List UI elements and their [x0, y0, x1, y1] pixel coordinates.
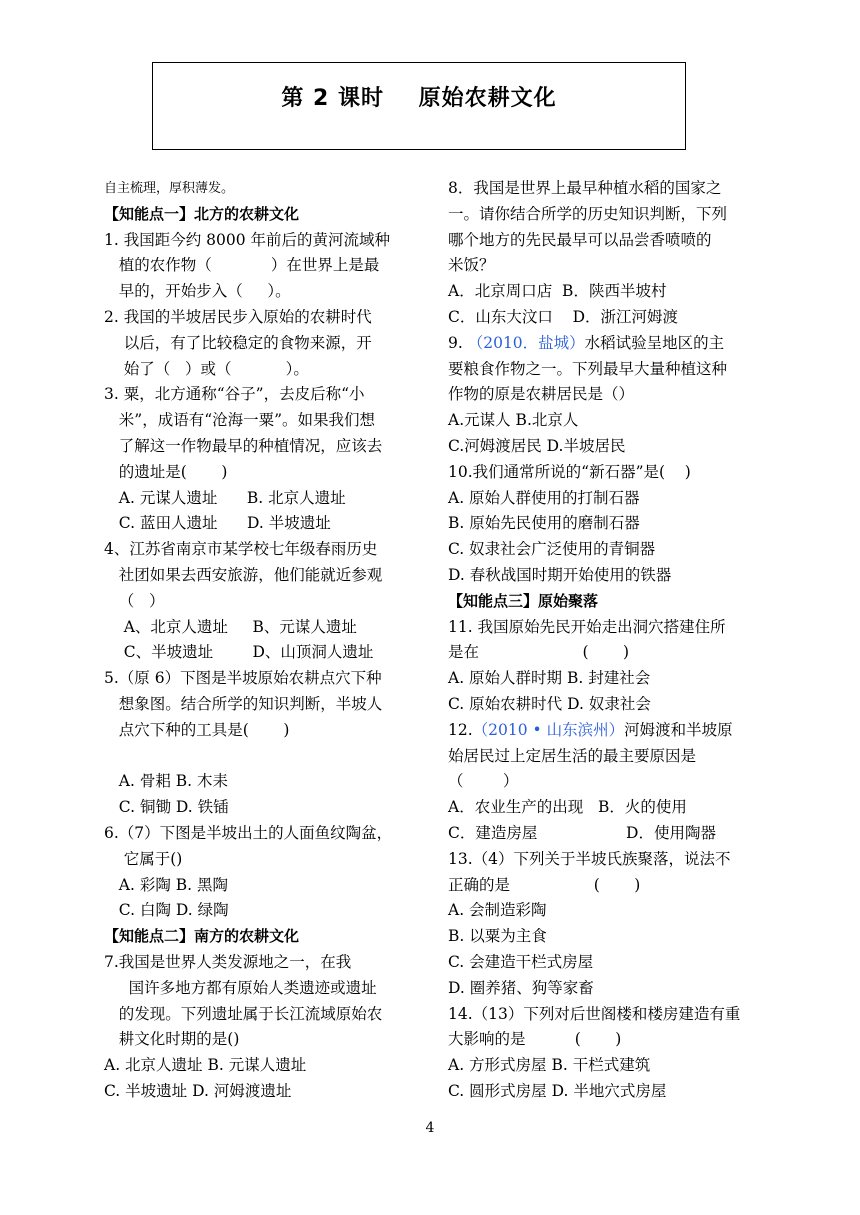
question-8: 8．我国是世界上最早种植水稻的国家之 一。请你结合所学的历史知识判断，下列 哪个地方的先民最早可以品尝香喷喷的 米饭？ A．北京周口店 B．陕西半坡村 C．山东大汶口 D．浙江河姆渡: [448, 176, 764, 331]
question-2: 2. 我国的半坡居民步入原始的农耕时代 以后，有了比较稳定的食物来源，开 始了（ ）或（ ）。: [104, 307, 372, 378]
option-line: D. 圈养猪、狗等家畜: [448, 978, 594, 997]
section-heading-1: 【知能点一】北方的农耕文化: [104, 204, 300, 223]
option-line: A. 北京人遗址 B. 元谋人遗址: [104, 1056, 307, 1075]
option-line: A. 元谋人遗址 B. 北京人遗址: [104, 488, 346, 507]
option-line: A. 方形式房屋 B. 干栏式建筑: [448, 1056, 651, 1075]
option-line: C．建造房屋 D．使用陶器: [448, 823, 716, 842]
source-label: （2010．盐城）: [467, 333, 585, 352]
option-line: A．农业生产的出现 B．火的使用: [448, 798, 687, 817]
question-7: 7.我国是世界人类发源地之一，在我 国许多地方都有原始人类遗迹或遗址 的发现。下列遗址属于长江流域原始农 耕文化时期的是() A. 北京人遗址 B. 元谋人遗址 C. 半坡遗址 D. 河姆渡遗址: [104, 950, 424, 1105]
right-column: [448, 176, 764, 1105]
option-line: C.河姆渡居民 D.半坡居民: [448, 436, 626, 455]
question-14: 14.（13）下列对后世阁楼和楼房建造有重 大影响的是 ( ) A. 方形式房屋 B. 干栏式建筑 C. 圆形式房屋 D. 半地穴式房屋: [448, 1002, 764, 1105]
option-line: C. 白陶 D. 绿陶: [104, 901, 229, 920]
option-line: C. 圆形式房屋 D. 半地穴式房屋: [448, 1081, 667, 1100]
option-line: C. 半坡遗址 D. 河姆渡遗址: [104, 1081, 292, 1100]
source-label: （2010 • 山东滨州）: [472, 720, 625, 739]
option-line: A. 会制造彩陶: [448, 901, 547, 920]
title-box: [152, 62, 686, 150]
option-line: D. 春秋战国时期开始使用的铁器: [448, 565, 672, 584]
option-line: C. 蓝田人遗址 D. 半坡遗址: [104, 514, 331, 533]
option-line: C. 奴隶社会广泛使用的青铜器: [448, 540, 656, 559]
option-line: A. 原始人群时期 B. 封建社会: [448, 669, 651, 688]
option-line: C. 原始农耕时代 D. 奴隶社会: [448, 694, 651, 713]
option-line: A. 原始人群使用的打制石器: [448, 488, 640, 507]
option-line: C．山东大汶口 D．浙江河姆渡: [448, 307, 678, 326]
question-9: 9. （2010．盐城）水稻试验呈地区的主 要粮食作物之一。下列最早大量种植这种 作物的原是农耕居民是（） A.元谋人 B.北京人 C.河姆渡居民 D.半坡居民: [448, 331, 764, 460]
option-line: C. 会建造干栏式房屋: [448, 952, 594, 971]
question-13: 13.（4）下列关于半坡氏族聚落，说法不 正确的是 ( ) A. 会制造彩陶 B. 以粟为主食 C. 会建造干栏式房屋 D. 圈养猪、狗等家畜: [448, 847, 764, 1002]
section-heading-3: 【知能点三】原始聚落: [448, 591, 599, 610]
intro-text: 自主梳理，厚积薄发。: [104, 181, 235, 196]
question-4: 4、江苏省南京市某学校七年级春雨历史 社团如果去西安旅游，他们能就近参观 （ ） A、北京人遗址 B、元谋人遗址 C、半坡遗址 D、山顶洞人遗址: [104, 537, 424, 666]
option-line: A.元谋人 B.北京人: [448, 411, 579, 430]
option-line: A．北京周口店 B．陕西半坡村: [448, 282, 667, 301]
image-gap: [104, 744, 424, 770]
section-heading-2: 【知能点二】南方的农耕文化: [104, 927, 300, 946]
question-6: 6.（7）下图是半坡出土的人面鱼纹陶盆， 它属于() A. 彩陶 B. 黑陶 C. 白陶 D. 绿陶: [104, 821, 424, 924]
option-line: A、北京人遗址 B、元谋人遗址: [104, 617, 357, 636]
question-10: 10.我们通常所说的“新石器”是( ) A. 原始人群使用的打制石器 B. 原始先民使用的磨制石器 C. 奴隶社会广泛使用的青铜器 D. 春秋战国时期开始使用的铁器: [448, 460, 764, 589]
question-12: 12.（2010 • 山东滨州）河姆渡和半坡原 始居民过上定居生活的最主要原因是 （ ） A．农业生产的出现 B．火的使用 C．建造房屋 D．使用陶器: [448, 718, 764, 847]
question-5: 5.（原 6）下图是半坡原始农耕点穴下种 想象图。结合所学的知识判断，半坡人 点穴下种的工具是( ) A. 骨耜 B. 木耒 C. 铜锄 D. 铁锸: [104, 666, 424, 821]
option-line: A. 彩陶 B. 黑陶: [104, 875, 229, 894]
option-line: C、半坡遗址 D、山顶洞人遗址: [104, 643, 374, 662]
option-line: C. 铜锄 D. 铁锸: [104, 798, 229, 817]
page-title: 第 2 课时 原始农耕文化: [281, 86, 557, 111]
option-line: A. 骨耜 B. 木耒: [104, 772, 229, 791]
question-11: 11. 我国原始先民开始走出洞穴搭建住所 是在 ( ) A. 原始人群时期 B. 封建社会 C. 原始农耕时代 D. 奴隶社会: [448, 615, 764, 718]
page-number: 4: [425, 1120, 435, 1136]
option-line: B. 原始先民使用的磨制石器: [448, 514, 640, 533]
left-column: [104, 176, 424, 1105]
question-3: 3. 粟，北方通称“谷子”，去皮后称“小 米”，成语有“沧海一粟”。如果我们想 了解这一作物最早的种植情况，应该去 的遗址是( ) A. 元谋人遗址 B. 北京人遗址 C. 蓝田人遗址 D. 半坡遗址: [104, 382, 424, 537]
question-1: 1. 我国距今约 8000 年前后的黄河流域种 植的农作物（ ）在世界上是最 早的，开始步入（ ）。: [104, 230, 391, 301]
option-line: B. 以粟为主食: [448, 927, 547, 946]
